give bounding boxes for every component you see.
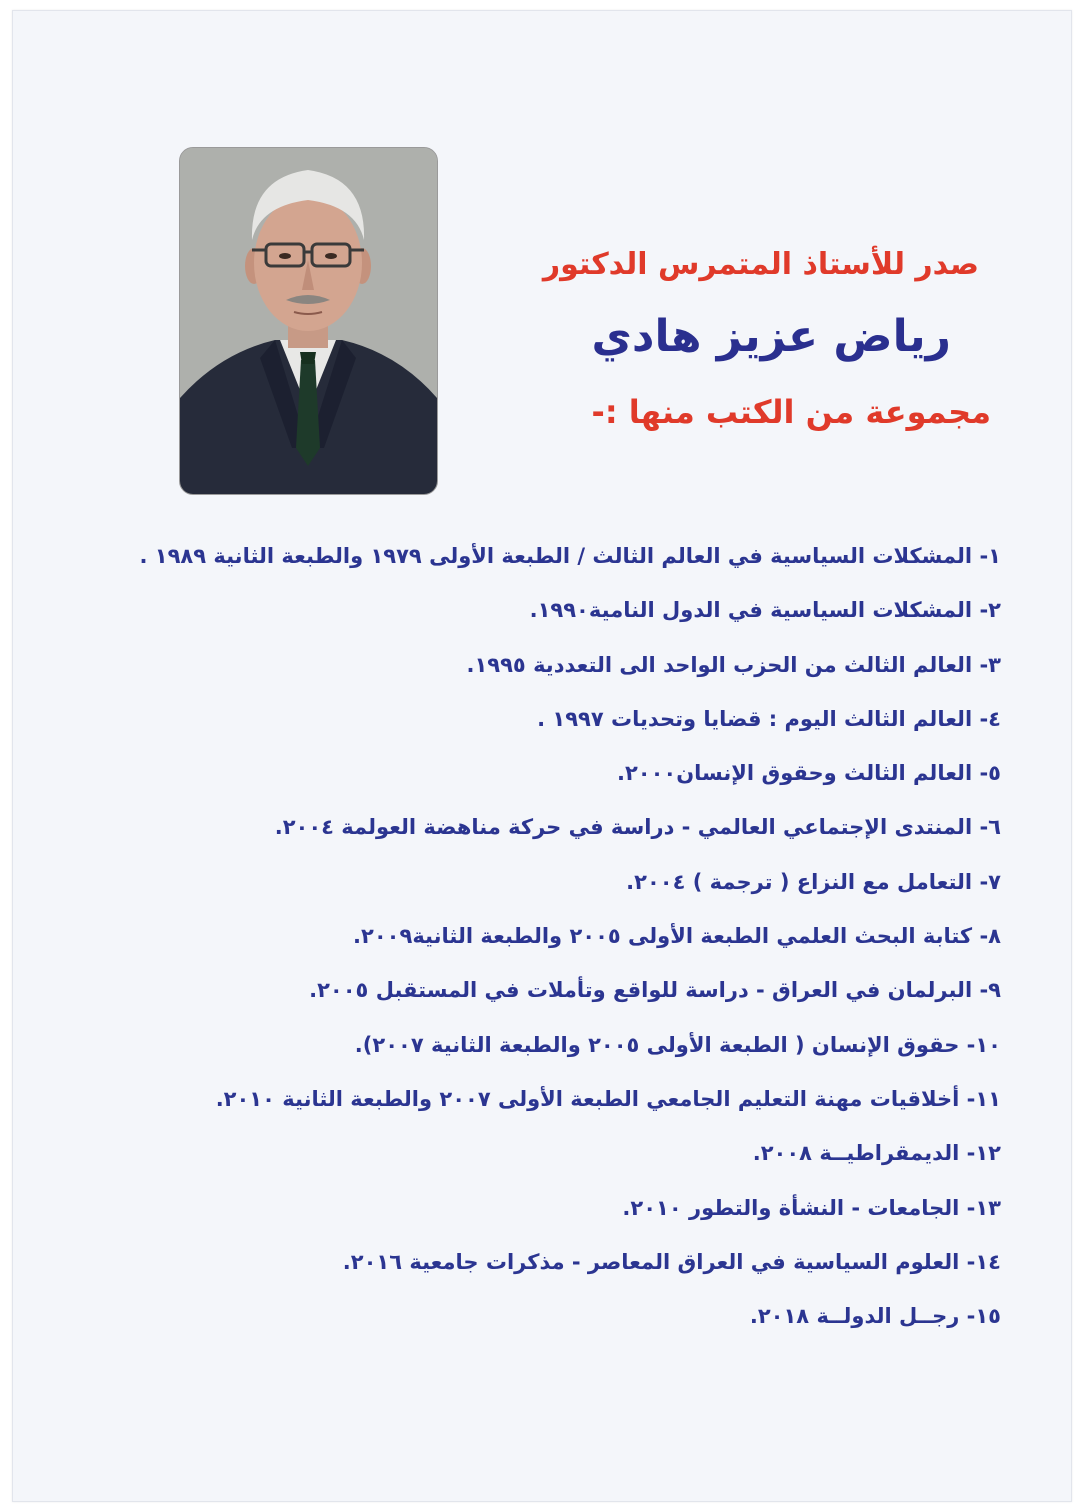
book-item: ١- المشكلات السياسية في العالم الثالث / الطبعة الأولى ١٩٧٩ والطبعة الثانية ١٩٨٩ . xyxy=(139,544,1001,568)
book-item: ١٢- الديمقراطيــة ٢٠٠٨. xyxy=(752,1141,1001,1166)
book-item: ٣- العالم الثالث من الحزب الواحد الى التعددية ١٩٩٥. xyxy=(466,652,1001,677)
author-name: رياض عزيز هادي xyxy=(591,311,951,362)
collection-heading: مجموعة من الكتب منها :- xyxy=(591,393,991,431)
book-item: ٥- العالم الثالث وحقوق الإنسان٢٠٠٠. xyxy=(616,761,1001,786)
author-portrait-illustration xyxy=(180,148,437,494)
book-item: ٢- المشكلات السياسية في الدول النامية١٩٩٠. xyxy=(529,598,1001,623)
book-item: ١٤- العلوم السياسية في العراق المعاصر - مذكرات جامعية ٢٠١٦. xyxy=(342,1249,1001,1274)
book-item: ١١- أخلاقيات مهنة التعليم الجامعي الطبعة الأولى ٢٠٠٧ والطبعة الثانية ٢٠١٠. xyxy=(215,1086,1001,1111)
intro-heading: صدر للأستاذ المتمرس الدكتور xyxy=(542,247,979,282)
author-portrait xyxy=(179,147,438,495)
book-item: ٩- البرلمان في العراق - دراسة للواقع وتأملات في المستقبل ٢٠٠٥. xyxy=(309,978,1001,1003)
document-sheet xyxy=(12,10,1072,1502)
book-item: ١٠- حقوق الإنسان ( الطبعة الأولى ٢٠٠٥ والطبعة الثانية ٢٠٠٧). xyxy=(354,1032,1001,1057)
book-item: ١٣- الجامعات - النشأة والتطور ٢٠١٠. xyxy=(622,1195,1001,1220)
book-item: ٧- التعامل مع النزاع ( ترجمة ) ٢٠٠٤. xyxy=(626,869,1001,894)
book-item: ٦- المنتدى الإجتماعي العالمي - دراسة في حركة مناهضة العولمة ٢٠٠٤. xyxy=(274,815,1001,840)
book-list xyxy=(101,529,1001,1343)
book-item: ١٥- رجــل الدولــة ٢٠١٨. xyxy=(749,1304,1001,1329)
book-item: ٤- العالم الثالث اليوم : قضايا وتحديات ١٩٩٧ . xyxy=(537,706,1001,731)
book-item: ٨- كتابة البحث العلمي الطبعة الأولى ٢٠٠٥ والطبعة الثانية٢٠٠٩. xyxy=(353,924,1001,949)
